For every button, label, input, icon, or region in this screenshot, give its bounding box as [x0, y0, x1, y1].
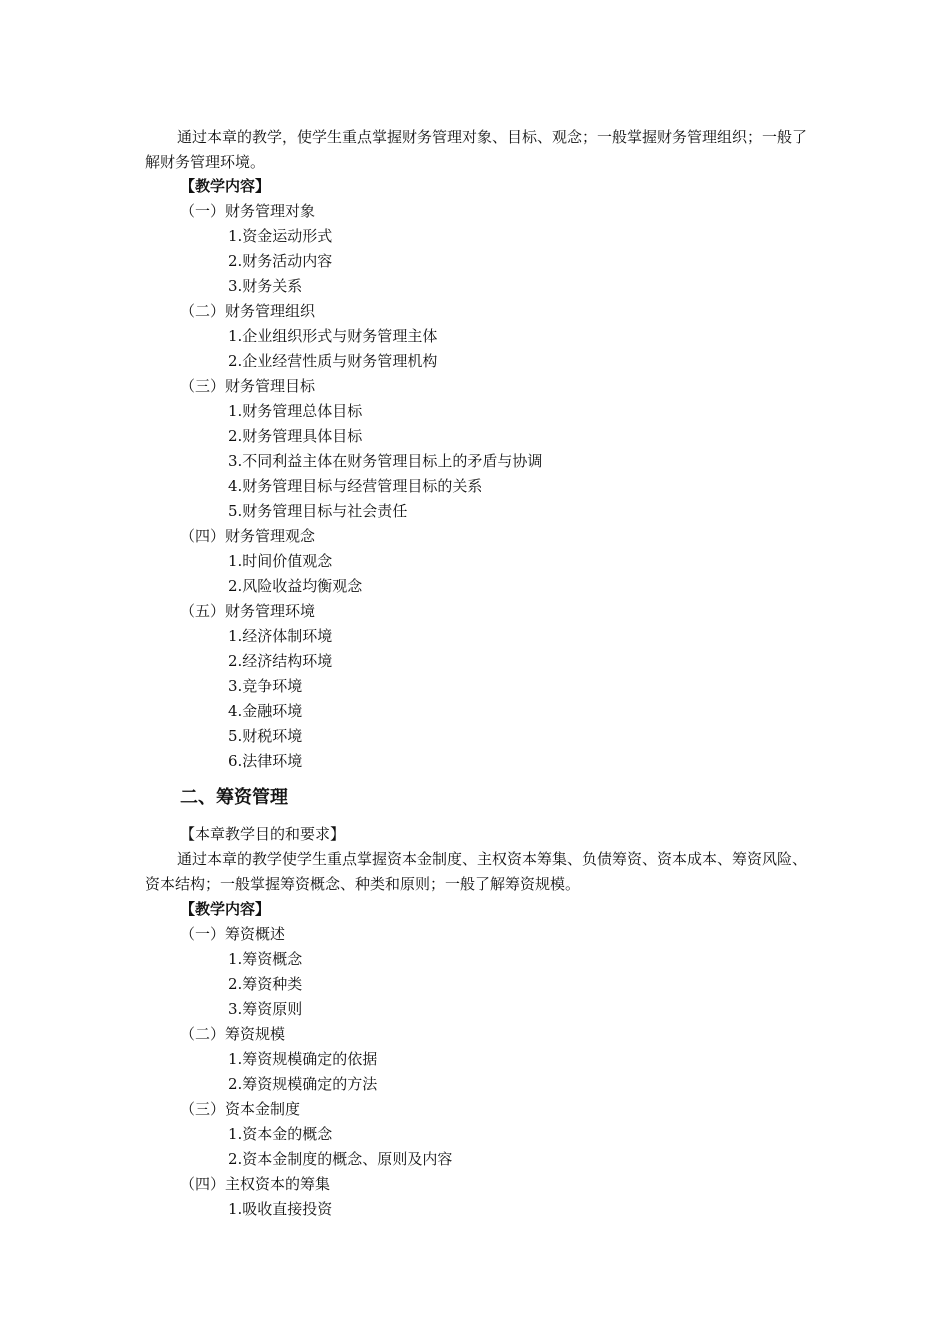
list-item: 1.筹资概念: [228, 950, 303, 968]
list-item: 2.筹资种类: [228, 975, 303, 993]
list-item: 3.财务关系: [228, 277, 303, 295]
list-item: 6.法律环境: [228, 752, 303, 770]
list-item: 1.资本金的概念: [228, 1125, 333, 1143]
section2-heading: 二、筹资管理: [180, 787, 288, 808]
list-item: 5.财务管理目标与社会责任: [228, 502, 408, 520]
list-item: 1.财务管理总体目标: [228, 402, 363, 420]
group-title: （一）财务管理对象: [180, 202, 316, 220]
group-title: （二）财务管理组织: [180, 302, 316, 320]
list-item: 3.竞争环境: [228, 677, 303, 695]
list-item: 1.资金运动形式: [228, 227, 333, 245]
list-item: 1.企业组织形式与财务管理主体: [228, 327, 438, 345]
list-item: 1.筹资规模确定的依据: [228, 1050, 378, 1068]
list-item: 2.财务活动内容: [228, 252, 333, 270]
section2-goal-label: 【本章教学目的和要求】: [180, 825, 346, 843]
group-title: （一）筹资概述: [180, 925, 286, 943]
group-title: （三）财务管理目标: [180, 377, 316, 395]
list-item: 5.财税环境: [228, 727, 303, 745]
group-title: （四）财务管理观念: [180, 527, 316, 545]
group-title: （二）筹资规模: [180, 1025, 286, 1043]
list-item: 2.经济结构环境: [228, 652, 333, 670]
list-item: 3.不同利益主体在财务管理目标上的矛盾与协调: [228, 452, 543, 470]
list-item: 2.筹资规模确定的方法: [228, 1075, 378, 1093]
list-item: 2.风险收益均衡观念: [228, 577, 363, 595]
group-title: （四）主权资本的筹集: [180, 1175, 331, 1193]
list-item: 2.企业经营性质与财务管理机构: [228, 352, 438, 370]
section1-intro: 通过本章的教学，使学生重点掌握财务管理对象、目标、观念；一般掌握财务管理组织；一般了解财务管理环境。: [145, 128, 808, 171]
list-item: 4.财务管理目标与经营管理目标的关系: [228, 477, 483, 495]
section2-intro: 通过本章的教学使学生重点掌握资本金制度、主权资本筹集、负债筹资、资本成本、筹资风险、资本结构；一般掌握筹资概念、种类和原则；一般了解筹资规模。: [145, 850, 808, 893]
list-item: 4.金融环境: [228, 702, 303, 720]
group-title: （三）资本金制度: [180, 1100, 301, 1118]
list-item: 1.经济体制环境: [228, 627, 333, 645]
list-item: 1.时间价值观念: [228, 552, 333, 570]
list-item: 1.吸收直接投资: [228, 1200, 333, 1218]
section1-content-label: 【教学内容】: [180, 177, 271, 195]
list-item: 2.资本金制度的概念、原则及内容: [228, 1150, 453, 1168]
section2-content-label: 【教学内容】: [180, 900, 271, 918]
list-item: 2.财务管理具体目标: [228, 427, 363, 445]
group-title: （五）财务管理环境: [180, 602, 316, 620]
list-item: 3.筹资原则: [228, 1000, 303, 1018]
